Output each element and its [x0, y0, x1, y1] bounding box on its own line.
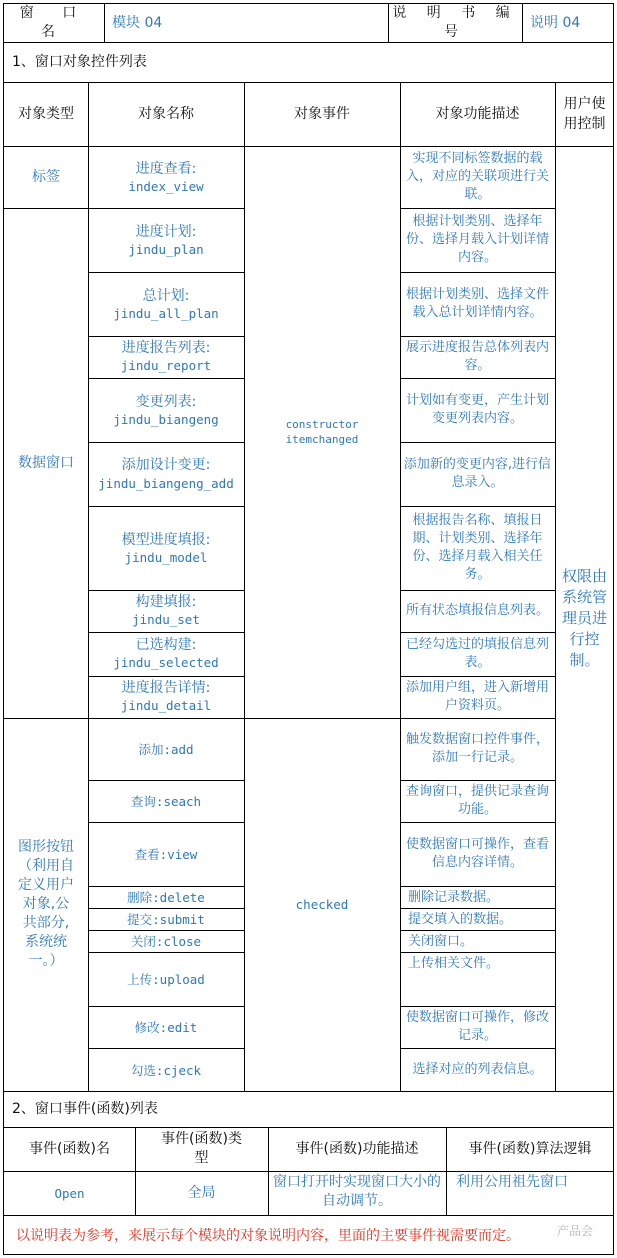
object-name-cell: 模型进度填报: jindu_model	[121, 532, 211, 565]
object-name-cell: 已选构建: jindu_selected	[113, 637, 219, 670]
object-name-cell: 进度计划: jindu_plan	[128, 224, 204, 257]
event-datawindow	[244, 146, 400, 718]
object-desc-cell: 触发数据窗口控件事件，添加一行记录。	[405, 732, 549, 765]
s2-row-name: Open	[54, 1185, 85, 1201]
s2-row-desc: 窗口打开时实现窗口大小的自动调节。	[273, 1174, 441, 1209]
object-name-cell: 上传:upload	[127, 972, 205, 987]
object-desc-cell: 根据计划类别、选择文件载入总计划详情内容。	[405, 287, 549, 320]
s2-row-type: 全局	[187, 1184, 216, 1201]
doc-no-value: 说明 04	[530, 14, 581, 31]
section1-title: 1、窗口对象控件列表	[12, 53, 147, 70]
object-desc-cell: 已经勾选过的填报信息列表。	[405, 637, 549, 670]
type-label: 标签	[32, 168, 60, 185]
object-desc-cell: 计划如有变更，产生计划变更列表内容。	[405, 393, 549, 426]
object-desc-cell: 展示进度报告总体列表内容。	[405, 340, 549, 373]
object-name-cell: 提交:submit	[127, 912, 205, 927]
object-name-cell: 进度报告详情: jindu_detail	[120, 680, 212, 713]
object-desc-cell: 实现不同标签数据的载入，对应的关联项进行关联。	[405, 151, 549, 202]
object-name-cell: 查询:seach	[130, 794, 202, 809]
object-desc-cell: 使数据窗口可操作，修改记录。	[405, 1010, 549, 1043]
object-desc-cell: 所有状态填报信息列表。	[405, 603, 549, 618]
window-name-value: 模块 04	[112, 14, 163, 31]
object-name-cell: 关闭:close	[130, 934, 202, 949]
object-name-cell: 勾选:cjeck	[130, 1062, 202, 1078]
object-name-cell: 进度报告列表: jindu_report	[120, 340, 212, 373]
col-header-event: 对象事件	[294, 105, 350, 122]
object-desc-cell: 关闭窗口。	[408, 933, 474, 949]
object-name-cell: 进度查看: index_view	[128, 161, 204, 194]
object-desc-cell: 删除记录数据。	[408, 889, 500, 905]
object-name-cell: 构建填报: jindu_set	[132, 594, 200, 627]
object-desc-cell: 根据计划类别、选择年份、选择月载入计划详情内容。	[405, 214, 549, 265]
s2-col-logic: 事件(函数)算法逻辑	[468, 1140, 592, 1157]
object-name-cell: 查看:view	[134, 847, 198, 862]
spec-document	[3, 3, 614, 1255]
footer-note: 以说明表为参考，来展示每个模块的对象说明内容，里面的主要事件视需要而定。	[16, 1228, 520, 1244]
object-desc-cell: 使数据窗口可操作，查看信息内容详情。	[405, 837, 549, 870]
object-name-cell: 添加:add	[138, 742, 194, 757]
s2-row-logic: 利用公用祖先窗口	[456, 1174, 568, 1190]
object-desc-cell: 上传相关文件。	[408, 956, 500, 971]
object-name-cell: 变更列表: jindu_biangeng	[113, 394, 219, 427]
object-desc-cell: 选择对应的列表信息。	[412, 1061, 543, 1077]
object-desc-cell: 查询窗口，提供记录查询功能。	[405, 784, 549, 817]
object-desc-cell: 添加新的变更内容,进行信息录入。	[403, 457, 552, 490]
object-name-cell: 添加设计变更: jindu_biangeng_add	[98, 456, 234, 491]
col-header-type: 对象类型	[18, 105, 74, 122]
s2-col-type: 事件(函数)类型	[161, 1131, 242, 1166]
object-name-cell: 修改:edit	[134, 1020, 198, 1035]
col-header-desc: 对象功能描述	[435, 105, 520, 122]
object-name-cell: 删除:delete	[127, 890, 205, 905]
object-desc-cell: 根据报告名称、填报日期、计划类别、选择年份、选择月载入相关任务。	[412, 513, 543, 582]
object-desc-cell: 提交填入的数据。	[408, 911, 513, 927]
object-name-cell: 总计划: jindu_all_plan	[113, 288, 219, 321]
s2-col-name: 事件(函数)名	[29, 1140, 110, 1157]
s2-col-desc: 事件(函数)功能描述	[295, 1140, 419, 1157]
type-datawindow: 数据窗口	[18, 454, 74, 471]
event-constructor: constructor	[285, 418, 359, 431]
col-header-user: 用户使用控制	[563, 96, 606, 132]
event-button: checked	[295, 897, 349, 912]
event-itemchanged: itemchanged	[285, 433, 359, 446]
type-button: 图形按钮（利用自定义用户对象,公共部分,系统统一。）	[18, 839, 74, 969]
object-desc-cell: 添加用户组，进入新增用户资料页。	[405, 680, 549, 713]
user-control: 权限由系统管理员进行控制。	[561, 567, 607, 669]
section2-title: 2、窗口事件(函数)列表	[12, 1100, 158, 1117]
col-header-name: 对象名称	[138, 105, 194, 122]
doc-no-label: 说 明 书 编 号	[392, 5, 518, 40]
watermark: 产品会	[557, 1224, 594, 1238]
window-name-label: 窗 口 名	[19, 5, 89, 40]
